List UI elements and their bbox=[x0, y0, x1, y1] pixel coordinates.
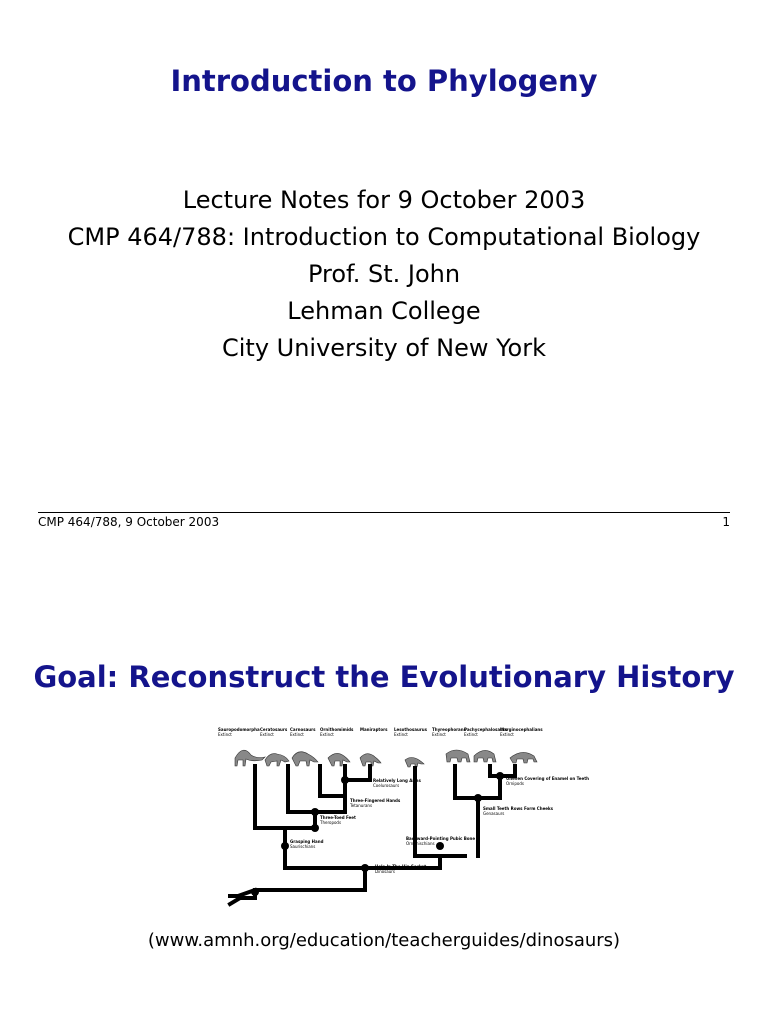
course-line: CMP 464/788: Introduction to Computational Biology bbox=[67, 223, 701, 251]
taxon-label: Maniraptors bbox=[360, 727, 388, 732]
node-sublabel: Genasaurs bbox=[483, 811, 505, 816]
slide-1-title: Introduction to Phylogeny bbox=[170, 64, 598, 98]
taxon-label: Ceratosaurs bbox=[260, 727, 288, 732]
taxon-label: Marginocephalians bbox=[500, 727, 543, 732]
node-label: Backward-Pointing Pubic Bone bbox=[406, 836, 476, 841]
taxon-status: Extinct bbox=[260, 732, 274, 737]
node-label: Hole In The Hip Socket bbox=[375, 864, 427, 869]
taxon-status: Extinct bbox=[432, 732, 446, 737]
node-sublabel: Dinosaurs bbox=[375, 869, 395, 874]
taxon-status: Extinct bbox=[320, 732, 334, 737]
node-label: Three-Toed Feet bbox=[320, 815, 356, 820]
dinosaur-phylogeny-tree bbox=[210, 718, 589, 918]
node-label: Small Teeth Rows Form Cheeks bbox=[483, 806, 554, 811]
taxon-label: Pachycephalosaurs bbox=[464, 727, 508, 732]
taxon-label: Lesothosaurus bbox=[394, 727, 428, 732]
taxon-label: Sauropodomorpha bbox=[218, 727, 260, 732]
node-sublabel: Saurischians bbox=[290, 844, 316, 849]
node-label: Uneven Covering of Enamel on Teeth bbox=[506, 776, 589, 781]
footer-divider bbox=[38, 512, 730, 513]
taxon-status: Extinct bbox=[290, 732, 304, 737]
node-label: Grasping Hand bbox=[290, 839, 324, 844]
taxon-label: Carnosaurs bbox=[290, 727, 316, 732]
taxon-status: Extinct bbox=[218, 732, 232, 737]
slide-2 bbox=[0, 590, 768, 1024]
taxon-status: Extinct bbox=[394, 732, 408, 737]
node-sublabel: Theropods bbox=[320, 820, 342, 825]
university-line: City University of New York bbox=[221, 334, 547, 362]
taxon-status: Extinct bbox=[464, 732, 478, 737]
college-line: Lehman College bbox=[287, 297, 481, 325]
node-label: Three-Fingered Hands bbox=[350, 798, 401, 803]
footer-page-number: 1 bbox=[722, 515, 730, 529]
node-sublabel: Tetanurans bbox=[350, 803, 373, 808]
slide-2-title: Goal: Reconstruct the Evolutionary History bbox=[33, 660, 735, 694]
image-source-credit: (www.amnh.org/education/teacherguides/dinosaurs) bbox=[147, 930, 621, 951]
instructor-line: Prof. St. John bbox=[307, 260, 461, 288]
lecture-date-line: Lecture Notes for 9 October 2003 bbox=[182, 186, 586, 214]
taxon-label: Ornithomimids bbox=[320, 727, 354, 732]
node-sublabel: Coelurosaurs bbox=[373, 783, 400, 788]
node-label: Relatively Long Arms bbox=[373, 778, 421, 783]
taxon-status: Extinct bbox=[500, 732, 514, 737]
footer-course-date: CMP 464/788, 9 October 2003 bbox=[38, 515, 220, 529]
node-sublabel: Ornithischians bbox=[406, 841, 435, 846]
taxon-label: Thyreophorans bbox=[432, 727, 466, 732]
node-sublabel: Ornipods bbox=[506, 781, 524, 786]
